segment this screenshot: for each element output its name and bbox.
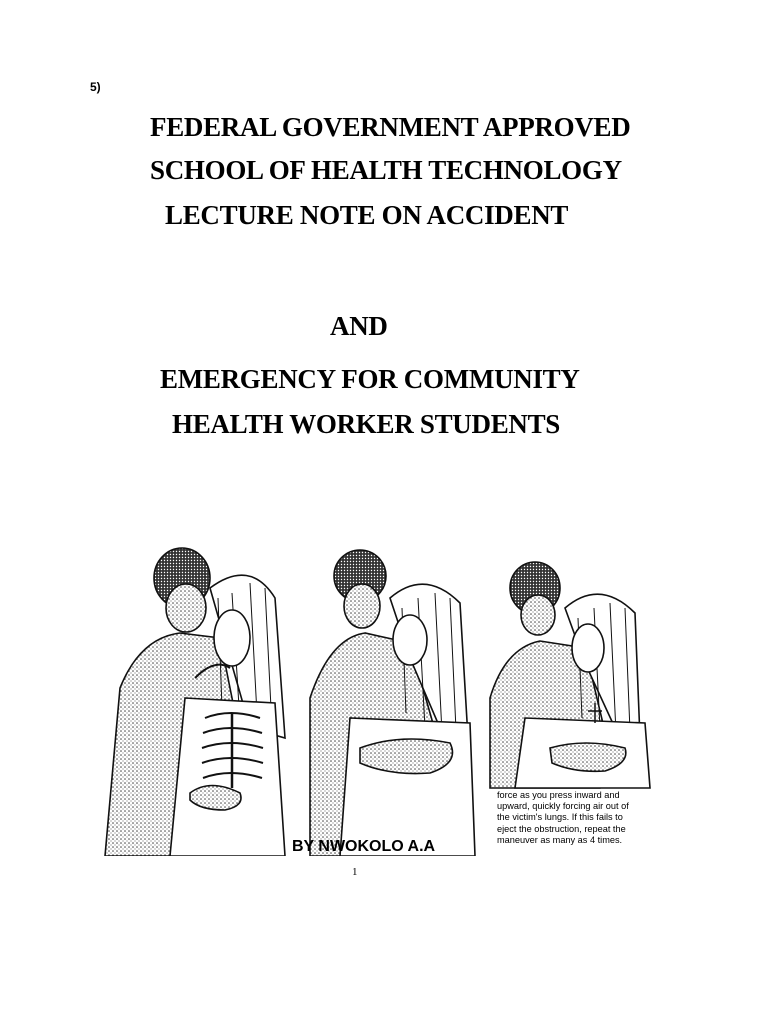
panel-3 <box>490 562 650 788</box>
illustration-caption <box>497 790 632 846</box>
list-marker: 5) <box>90 80 101 94</box>
caption-line: eject the obstruction, repeat the <box>497 823 626 834</box>
caption-line: maneuver as many as 4 times. <box>497 834 623 845</box>
title-line-1: FEDERAL GOVERNMENT APPROVED <box>150 112 631 142</box>
caption-line: the victim's lungs. If this fails to <box>497 812 623 823</box>
caption-line: upward, quickly forcing air out of <box>497 801 629 812</box>
panel-2 <box>310 550 475 856</box>
title-line-5: HEALTH WORKER STUDENTS <box>172 409 561 439</box>
author-byline: BY NWOKOLO A.A <box>292 838 436 855</box>
title-line-2: SCHOOL OF HEALTH TECHNOLOGY <box>150 155 622 185</box>
title-line-4: EMERGENCY FOR COMMUNITY <box>160 364 580 394</box>
title-line-3: LECTURE NOTE ON ACCIDENT <box>165 200 569 230</box>
panel-1 <box>105 548 285 856</box>
page-number: 1 <box>352 866 358 878</box>
title-line-and: AND <box>330 311 388 341</box>
caption-line: force as you press inward and <box>497 790 620 800</box>
